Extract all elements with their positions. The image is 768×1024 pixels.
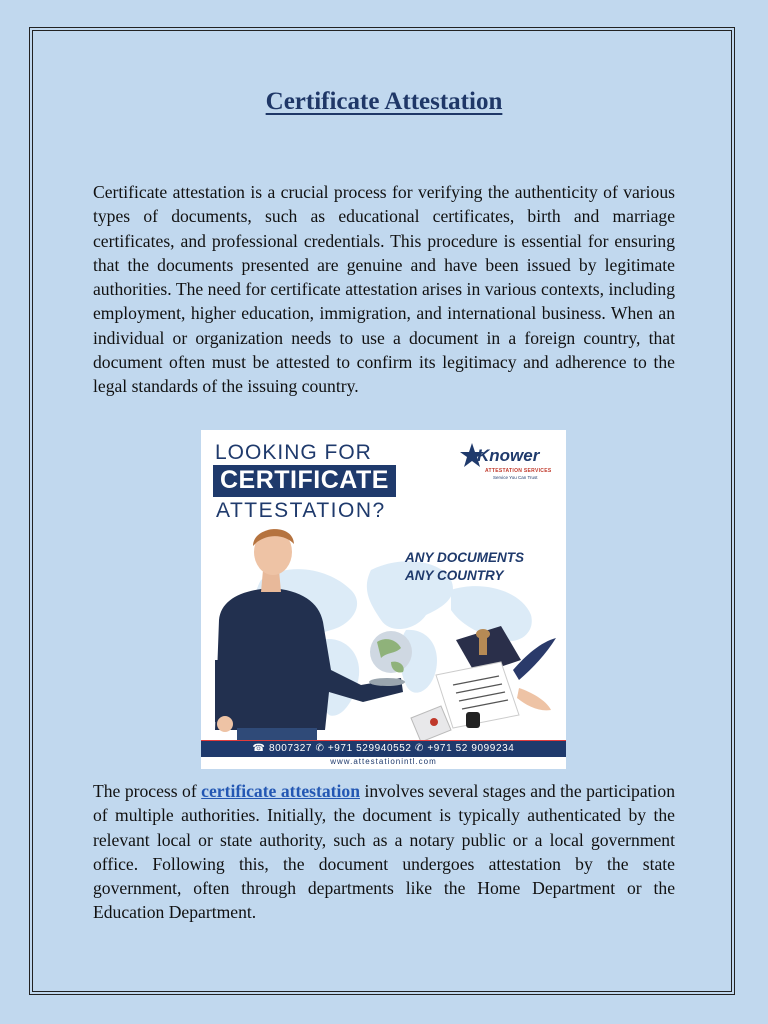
logo-subtitle: ATTESTATION SERVICES bbox=[485, 468, 552, 474]
page-title bbox=[0, 88, 768, 116]
process-paragraph-rest: involves several stages and the participation of multiple authorities. Initially, the document is typically authenticated by the relevant local or state authority, such as a notary public or a local government office. Following this, the document undergoes attestation by the state government, often through departments like the Home Department or the Education Department. bbox=[93, 781, 676, 923]
intro-paragraph: Certificate attestation is a crucial process for verifying the authenticity of various types of documents, such as educational certificates, birth and marriage certificates, and professional credentials. This procedure is essential for ensuring that the documents presented are genuine and have been issued by legitimate authorities. The need for certificate attestation arises in various contexts, including employment, higher education, immigration, and international business. When an individual or organization needs to use a document in a foreign country, that document often must be attested to confirm its legitimacy and adherence to the legal standards of the issuing country. bbox=[93, 182, 675, 397]
advertisement-image bbox=[201, 430, 566, 769]
man-illustration bbox=[215, 529, 403, 742]
ad-headline-certificate: CERTIFICATE bbox=[213, 465, 396, 497]
ad-headline-attestation: ATTESTATION? bbox=[216, 499, 386, 522]
any-country: ANY COUNTRY bbox=[405, 568, 504, 583]
ad-headline-looking-for: LOOKING FOR bbox=[215, 441, 372, 464]
stamp-and-documents-illustration bbox=[411, 626, 556, 742]
ad-any-documents-text bbox=[405, 549, 524, 585]
page-title-text: Certificate Attestation bbox=[265, 88, 503, 115]
logo-name: Knower bbox=[477, 446, 540, 465]
ad-website: www.attestationintl.com bbox=[330, 757, 437, 766]
any-documents: ANY DOCUMENTS bbox=[405, 550, 525, 565]
certificate-attestation-link[interactable]: certificate attestation bbox=[201, 781, 360, 801]
process-paragraph-lead: The process of bbox=[93, 781, 202, 801]
knower-logo bbox=[459, 440, 559, 486]
logo-tagline: Service You Can Trust bbox=[493, 475, 538, 480]
ad-contact-bar: ☎ 8007327 ✆ +971 529940552 ✆ +971 52 9099234 bbox=[201, 741, 566, 757]
process-paragraph bbox=[93, 779, 675, 925]
